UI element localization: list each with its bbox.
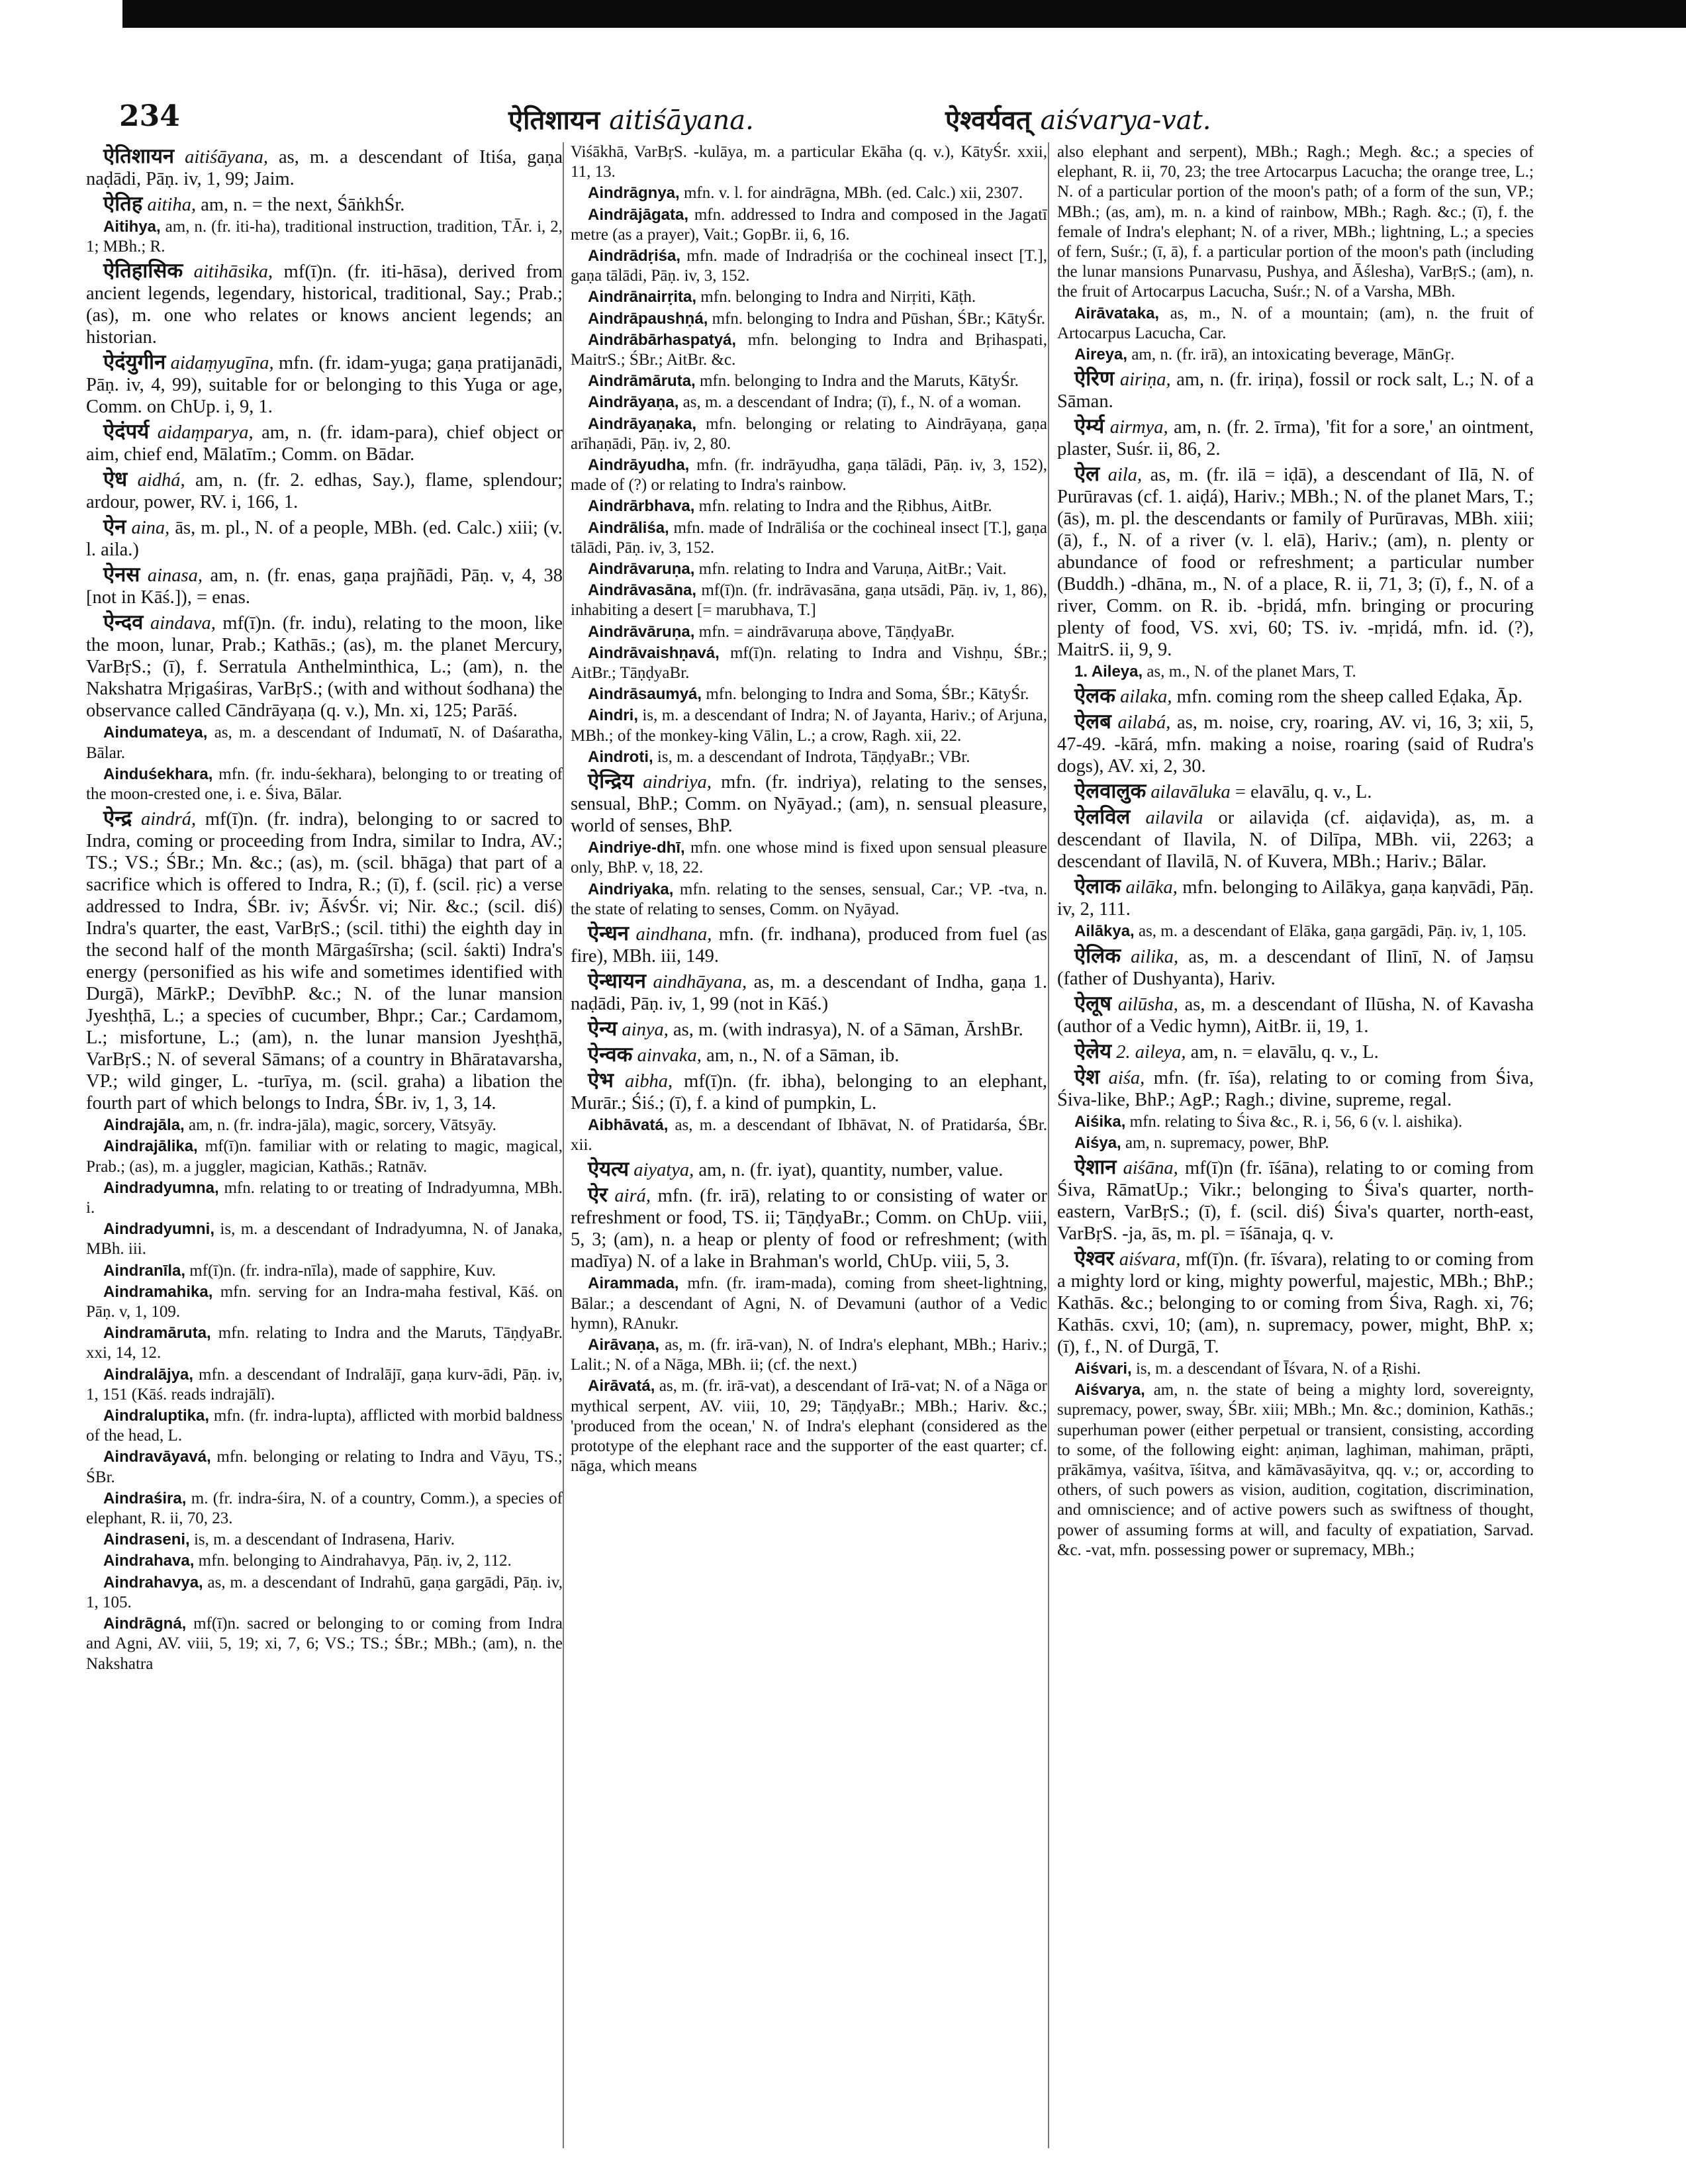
headword-transliteration: airmya,: [1109, 417, 1168, 438]
dictionary-entry: [571, 1184, 1047, 1272]
headword: Aindrāmāruta,: [588, 372, 696, 391]
dictionary-entry: [571, 706, 1047, 745]
entry-definition: as, m. a descendant of Ilūsha, N. of Kavasha (author of a Vedic hymn), AitBr. ii, 19, 1.: [1057, 994, 1534, 1037]
dictionary-entry: [571, 622, 1047, 642]
headword: Aindradyumni,: [103, 1220, 215, 1239]
headword-devanagari: ऐन्द्र: [103, 806, 132, 830]
dictionary-entry: [86, 351, 563, 418]
entry-definition: m. (fr. indra-śira, N. of a country, Comm.), a species of elephant, R. ii, 70, 23.: [86, 1489, 563, 1528]
entry-definition: as, m. (with indrasya), N. of a Sāman, ĀrshBr.: [673, 1019, 1023, 1040]
dictionary-entry: [1057, 1156, 1534, 1245]
headword: Aindrāpaushṇá,: [588, 309, 708, 328]
column-1: [86, 142, 563, 2148]
left-running-head: [508, 101, 754, 137]
headword-transliteration: ailika,: [1131, 946, 1179, 967]
entry-definition: mfn. belonging to Indra and the Maruts, KātyŚr.: [699, 372, 1019, 391]
dictionary-entry: [86, 1447, 563, 1487]
entry-definition: mfn. (fr. indriya), relating to the senses, sensual, BhP.; Comm. on Nyāyad.; (am), n. sensual pleasure, world of senses, BhP.: [571, 772, 1047, 837]
entry-definition: is, m. a descendant of Indrota, TāṇḍyaBr.; VBr.: [657, 747, 970, 766]
dictionary-entry: [1057, 806, 1534, 873]
headword-transliteration: aindhana,: [635, 924, 712, 945]
headword-devanagari: ऐलक: [1074, 684, 1115, 708]
dictionary-entry: [1057, 1112, 1534, 1132]
entry-definition: mfn. one whose mind is fixed upon sensual pleasure only, BhP. v, 18, 22.: [571, 839, 1047, 877]
headword: Aindrārbhava,: [588, 497, 695, 516]
entry-definition: as, m. a descendant of Indra; (ī), f., N. of a woman.: [682, 393, 1021, 412]
entry-definition: am, n. = elavālu, q. v., L.: [1190, 1041, 1379, 1063]
dictionary-entry: [571, 1116, 1047, 1155]
headword: Aindrajālika,: [103, 1137, 198, 1156]
dictionary-entry: [1057, 345, 1534, 365]
headword-transliteration: ailavāluka: [1150, 782, 1231, 803]
headword-transliteration: aindhāyana,: [653, 971, 747, 992]
entry-definition: mfn. belonging to Indra and Pūshan, ŚBr.; KātyŚr.: [712, 309, 1046, 328]
headword-devanagari: ऐदंपर्य: [103, 420, 150, 444]
headword: Aindramahika,: [103, 1282, 213, 1301]
dictionary-entry: [1057, 992, 1534, 1037]
entry-definition: mfn. serving for an Indra-maha festival, Kāś. on Pāṇ. v, 1, 109.: [86, 1282, 563, 1321]
entry-definition: mfn. (fr. irā), relating to or consisting of water or refreshment or food, TS. ii; TāṇḍyaBr.; Comm. on ChUp. viii, 5, 3; (am), n. a heap or plenty of food or refreshment; (with madīya) N. of a lake in Brahman's world, ChUp. viii, 5, 3.: [571, 1186, 1047, 1272]
dictionary-entry: [86, 723, 563, 763]
dictionary-entry: [571, 838, 1047, 878]
headword-transliteration: aiśvara,: [1119, 1249, 1181, 1270]
headword: Airammada,: [588, 1274, 679, 1293]
headword-devanagari: ऐन्वक: [588, 1042, 633, 1066]
entry-definition: mfn. made of Indrāliśa or the cochineal insect [T.], gaṇa tālādi, Pāṇ. iv, 3, 152.: [571, 518, 1047, 557]
entry-definition: mfn. relating to Indra and the Maruts, TāṇḍyaBr. xxi, 14, 12.: [86, 1324, 563, 1362]
entry-definition: mfn. (fr. indra-lupta), afflicted with morbid baldness of the head, L.: [86, 1407, 563, 1445]
entry-definition: am, n. (fr. iti-ha), traditional instruction, tradition, TĀr. i, 2, 1; MBh.; R.: [86, 218, 563, 256]
column-divider-1: [563, 142, 564, 2148]
headword-devanagari: ऐन: [103, 515, 126, 539]
entry-definition: mf(ī)n. (fr. indrāvasāna, gaṇa utsādi, Pāṇ. iv, 1, 86), inhabiting a desert [= marubhava, T.]: [571, 581, 1047, 620]
headword-devanagari: ऐतिह: [103, 192, 143, 215]
dictionary-entry: [86, 1530, 563, 1550]
dictionary-entry: [571, 581, 1047, 620]
dictionary-entry: [86, 1489, 563, 1529]
headword-devanagari: ऐयत्य: [588, 1157, 630, 1181]
entry-definition: am, n. (fr. irā), an intoxicating beverage, MānGṛ.: [1131, 346, 1455, 364]
entry-definition: = elavālu, q. v., L.: [1235, 782, 1372, 803]
headword: Aindriye-dhī,: [588, 839, 685, 857]
headword: Aindrāyaṇa,: [588, 393, 679, 412]
entry-definition: as, m., N. of a mountain; (am), n. the fruit of Artocarpus Lacucha, Car.: [1057, 304, 1534, 342]
headword-transliteration: aitihāsika,: [193, 261, 273, 283]
headword-devanagari: ऐन्य: [588, 1016, 618, 1040]
headword-transliteration: aitiha,: [147, 195, 197, 215]
headword-transliteration: aitiśāyana,: [185, 147, 268, 167]
headword-transliteration: aindava,: [150, 613, 216, 634]
headword-devanagari: ऐलिक: [1074, 943, 1121, 967]
entry-definition: mfn. (fr. indu-śekhara), belonging to or treating of the moon-crested one, i. e. Śiva, Bālar.: [86, 765, 563, 804]
dictionary-entry: [571, 1018, 1047, 1041]
entry-definition: mfn. belonging to Aindrahavya, Pāṇ. iv, 2, 112.: [198, 1552, 512, 1570]
headword: Aindrānairṛita,: [588, 288, 697, 307]
entry-definition: mfn. belonging or relating to Indra and Vāyu, TS.; ŚBr.: [86, 1448, 563, 1486]
left-running-head-roman: aitiśāyana.: [609, 105, 754, 136]
dictionary-entry: [1057, 367, 1534, 412]
headword-transliteration: ailaka,: [1120, 687, 1172, 708]
headword-transliteration: ailāka,: [1125, 877, 1178, 898]
dictionary-entry: [571, 770, 1047, 837]
entry-definition: mfn. relating to Śiva &c., R. i, 56, 6 (v. l. aishika).: [1129, 1112, 1463, 1131]
dictionary-entry: [1057, 1066, 1534, 1111]
headword-devanagari: ऐलवालुक: [1074, 779, 1147, 803]
dictionary-entry: [571, 414, 1047, 454]
dictionary-entry: [1057, 415, 1534, 460]
headword-devanagari: ऐरिण: [1074, 367, 1115, 391]
dictionary-entry: [1057, 685, 1534, 708]
entry-definition: as, m. (fr. irā-vat), a descendant of Irā-vat; N. of a Nāga or mythical serpent, AV. viii, 10, 29; TāṇḍyaBr.; MBh.; Hariv. &c.; 'produced from the ocean,' N. of Indra's elephant (considered as the prototype of the elephant race and the supporter of the east quarter; cf. nāga, which means: [571, 1377, 1047, 1476]
dictionary-entry: [86, 1614, 563, 1674]
entry-definition: mfn. a descendant of Indralājī, gaṇa kurv-ādi, Pāṇ. iv, 1, 151 (Kāś. reads indrajālī).: [86, 1365, 563, 1403]
entry-definition: mf(ī)n. (fr. iti-hāsa), derived from ancient legends, legendary, historical, traditional, Say.; Prab.; (as), m. one who relates or knows ancient legends; an historian.: [86, 261, 563, 348]
headword-transliteration: aindrá,: [140, 809, 197, 830]
headword: Aiśvari,: [1074, 1360, 1132, 1378]
headword: Aindrahava,: [103, 1552, 195, 1570]
entry-definition: mf(ī)n. (fr. īśvara), relating to or coming from a mighty lord or king, mighty powerful, majestic, MBh.; BhP.; Kathās. &c.; belonging to or coming from Śiva, Ragh. xi, 76; Kathās. cxvi, 10; (am), n. supremacy, power, might, BhP. x; (ī), f., N. of Durgā, T.: [1057, 1249, 1534, 1358]
entry-definition: mfn. relating to the senses, sensual, Car.; VP. -tva, n. the state of relating to senses, Comm. on Nyāyad.: [571, 880, 1047, 918]
dictionary-entry: [1057, 463, 1534, 661]
entry-definition: as, m. a descendant of Ibhāvat, N. of Pratidarśa, ŚBr. xii.: [571, 1116, 1047, 1155]
headword: Aindumateya,: [103, 724, 208, 742]
entry-definition: is, m. a descendant of Indrasena, Hariv.: [193, 1531, 455, 1549]
headword: Ainduśekhara,: [103, 765, 213, 783]
headword-devanagari: ऐर्म्य: [1074, 414, 1105, 438]
headword: Aindraluptika,: [103, 1407, 210, 1425]
entry-definition: as, m. noise, cry, roaring, AV. vi, 16, 3; xii, 5, 47-49. -kārá, mfn. making a noise, roaring (said of Rudra's dogs), AV. xi, 2, 30.: [1057, 712, 1534, 777]
dictionary-entry: [571, 205, 1047, 245]
headword-transliteration: aiśa,: [1108, 1067, 1145, 1088]
dictionary-entry: [86, 611, 563, 722]
headword-transliteration: ailūsha,: [1117, 994, 1178, 1015]
dictionary-entry: [86, 145, 563, 190]
entry-definition: or ailaviḍa (cf. aiḍaviḍa), as, m. a descendant of Ilavila, N. of Dilīpa, MBh. vii, 2263; a descendant of Ilavilā, N. of Kuvera, MBh.; Hariv.; Bālar.: [1057, 808, 1534, 873]
dictionary-entry: [86, 1116, 563, 1135]
left-running-head-devanagari: ऐतिशायन: [508, 105, 600, 136]
headword: Aindrāvaishṇavá,: [588, 643, 720, 662]
dictionary-entry: [86, 563, 563, 608]
entry-definition: mf(ī)n. sacred or belonging to or coming from Indra and Agni, AV. viii, 5, 19; xi, 7, 6; VS.; TS.; ŚBr.; MBh.; (am), n. the Nakshatra: [86, 1615, 563, 1673]
dictionary-entry: [571, 497, 1047, 516]
headword: Airāvaṇa,: [588, 1335, 660, 1354]
dictionary-entry: [571, 142, 1047, 182]
right-running-head-roman: aiśvarya-vat.: [1040, 105, 1211, 136]
headword-devanagari: ऐलविल: [1074, 805, 1131, 829]
dictionary-entry: [86, 807, 563, 1114]
headword: Aindrajāla,: [103, 1116, 185, 1135]
dictionary-entry: [86, 420, 563, 465]
headword-transliteration: 2. aileya,: [1116, 1041, 1186, 1063]
dictionary-entry: [571, 1069, 1047, 1114]
dictionary-entry: [86, 1282, 563, 1322]
headword: Aindrādṛiśa,: [588, 247, 681, 265]
entry-definition: mfn. (fr. īśa), relating to or coming from Śiva, Śiva-like, BhP.; AgP.; Ragh.; divine, supreme, regal.: [1057, 1067, 1534, 1110]
entry-definition: mfn. belonging to Indra and Nirṛiti, Kāṭh.: [700, 288, 976, 307]
column-3: [1057, 142, 1534, 2148]
dictionary-entry: [86, 1219, 563, 1259]
dictionary-entry: [571, 246, 1047, 286]
entry-definition: am, n. (fr. enas, gaṇa prajñādi, Pāṇ. v, 4, 38 [not in Kāś.]), = enas.: [86, 565, 563, 608]
headword-transliteration: aila,: [1107, 465, 1143, 486]
dictionary-entry: [571, 1335, 1047, 1375]
entry-definition: is, m. a descendant of Īśvara, N. of a Ṛishi.: [1135, 1360, 1421, 1378]
entry-definition: is, m. a descendant of Indra; N. of Jayanta, Hariv.; of Arjuna, MBh.; of the monkey-king Vālin, L.; a crow, Ragh. xii, 22.: [571, 706, 1047, 745]
headword-transliteration: ailavila: [1145, 808, 1203, 829]
dictionary-entry: [571, 1376, 1047, 1476]
headword-devanagari: ऐल: [1074, 462, 1100, 486]
dictionary-entry: [571, 330, 1047, 370]
headword: Aindrāvasāna,: [588, 581, 697, 600]
dictionary-entry: [86, 193, 563, 216]
headword: Aindrāsaumyá,: [588, 685, 702, 704]
headword-devanagari: ऐर: [588, 1183, 608, 1207]
headword: Aindrāyaṇaka,: [588, 414, 697, 433]
headword-devanagari: ऐतिहासिक: [103, 259, 183, 283]
headword-devanagari: ऐशान: [1074, 1155, 1117, 1179]
entry-definition: am, n. the state of being a mighty lord, sovereignty, supremacy, power, sway, ŚBr. xiii; MBh.; Mn. &c.; dominion, Kathās.; superhuman power (either perpetual or transient, consisting, according to some, of the following eight: aṇiman, laghiman, mahiman, prāpti, prākāmya, vaśitva, īśitva, and kāmāvasāyitva, qq. v.; or, according to others, of such powers as vision, audition, cogitation, discrimination, and omniscience; and of active powers such as swiftness of thought, power of assuming forms at will, and faculty of expatiation, Sarvad. &c. -vat, mfn. possessing power or supremacy, MBh.;: [1057, 1381, 1534, 1559]
entry-definition: as, m. a descendant of Indha, gaṇa 1. naḍādi, Pāṇ. iv, 1, 99 (not in Kāś.): [571, 971, 1047, 1014]
headword: Airāvatá,: [588, 1377, 655, 1396]
entry-definition: am, n. (fr. 2. edhas, Say.), flame, splendour; ardour, power, RV. i, 166, 1.: [86, 470, 563, 513]
entry-definition: am, n. supremacy, power, BhP.: [1125, 1133, 1329, 1152]
page-header: [85, 99, 1660, 139]
dictionary-entry: [1057, 1247, 1534, 1358]
entry-definition: mf(ī)n. (fr. indra-nīla), made of sapphire, Kuv.: [189, 1261, 496, 1280]
headword: Aindrahavya,: [103, 1573, 203, 1591]
headword: Aindravāyavá,: [103, 1448, 211, 1466]
entry-definition: as, m. a descendant of Ilinī, N. of Jaṃsu (father of Dushyanta), Hariv.: [1057, 946, 1534, 989]
entry-definition: mfn. belonging to Ailākya, gaṇa kaṇvādi, Pāṇ. iv, 2, 111.: [1057, 877, 1534, 920]
entry-definition: as, m. (fr. irā-van), N. of Indra's elephant, MBh.; Hariv.; Lalit.; N. of a Nāga, MBh. ii; (cf. the next.): [571, 1335, 1047, 1374]
headword: Aireya,: [1074, 346, 1128, 364]
headword: Aindrāgná,: [103, 1615, 187, 1633]
entry-definition: Viśākhā, VarBṛS. -kulāya, m. a particular Ekāha (q. v.), KātyŚr. xxii, 11, 13.: [571, 143, 1047, 181]
headword-transliteration: ailabá,: [1117, 712, 1171, 734]
dictionary-entry: [571, 309, 1047, 329]
entry-definition: is, m. a descendant of Indradyumna, N. of Janaka, MBh. iii.: [86, 1220, 563, 1258]
entry-definition: mf(ī)n (fr. īśāna), relating to or coming from Śiva, RāmatUp.; Vikr.; belonging to Śiva's quarter, north-eastern, VarBṛS.; (ī), f. (scil. diś) Śiva's quarter, north-east, VarBṛS. -ja, ās, m. pl. = īśānaja, q. v.: [1057, 1158, 1534, 1245]
dictionary-entry: [571, 393, 1047, 412]
headword-devanagari: ऐन्धन: [588, 921, 629, 945]
headword-transliteration: airiṇa,: [1119, 369, 1171, 391]
entry-definition: mfn. v. l. for aindrāgna, MBh. (ed. Calc.) xii, 2307.: [683, 184, 1023, 203]
headword-transliteration: aina,: [131, 518, 170, 539]
dictionary-entry: [571, 1158, 1047, 1181]
headword-transliteration: aibha,: [625, 1070, 673, 1092]
headword-transliteration: ainya,: [622, 1019, 669, 1040]
dictionary-entry: [86, 1137, 563, 1176]
entry-definition: mfn. coming rom the sheep called Eḍaka, Āp.: [1176, 687, 1522, 708]
dictionary-entry: [571, 183, 1047, 203]
scan-edge-bar: [122, 0, 1686, 28]
column-divider-2: [1048, 142, 1049, 2148]
entry-definition: am, n. (fr. iriṇa), fossil or rock salt, L.; N. of a Sāman.: [1057, 369, 1534, 412]
headword-transliteration: ainasa,: [147, 565, 203, 587]
right-running-head: [945, 101, 1211, 137]
headword: Aindroti,: [588, 747, 653, 766]
entry-definition: as, m. a descendant of Indrahū, gaṇa gargādi, Pāṇ. iv, 1, 105.: [86, 1573, 563, 1611]
headword: Aindrābārhaspatyá,: [588, 330, 737, 349]
headword-devanagari: ऐन्द्रिय: [588, 769, 634, 793]
headword: Aindraśira,: [103, 1489, 187, 1507]
headword: Aindranīla,: [103, 1261, 186, 1280]
entry-definition: mfn. (fr. idam-yuga; gaṇa pratijanādi, Pāṇ. iv, 4, 99), suitable for or belonging to this Yuga or age, Comm. on ChUp. i, 9, 1.: [86, 353, 563, 418]
entry-definition: am, n. = the next, ŚāṅkhŚr.: [201, 195, 405, 215]
headword-devanagari: ऐन्धायन: [588, 969, 647, 992]
entry-definition: as, m. a descendant of Itiśa, gaṇa naḍādi, Pāṇ. iv, 1, 99; Jaim.: [86, 147, 563, 189]
entry-definition: mfn. relating to Indra and the Ṛibhus, AitBr.: [698, 497, 992, 516]
headword-devanagari: ऐश्वर: [1074, 1247, 1115, 1270]
dictionary-entry: [1057, 945, 1534, 990]
entry-definition: as, m. a descendant of Elāka, gaṇa gargādi, Pāṇ. iv, 1, 105.: [1138, 922, 1526, 941]
headword: Ailākya,: [1074, 922, 1135, 941]
dictionary-entry: [1057, 1380, 1534, 1560]
dictionary-entry: [86, 1406, 563, 1446]
headword: Aindriyaka,: [588, 880, 674, 898]
headword: Aiśvarya,: [1074, 1381, 1145, 1400]
entry-definition: mfn. belonging or relating to Aindrāyaṇa, gaṇa arīhaṇādi, Pāṇ. iv, 2, 80.: [571, 414, 1047, 453]
dictionary-entry: [1057, 142, 1534, 303]
entry-definition: as, m. (fr. ilā = iḍā), a descendant of Ilā, N. of Purūravas (cf. 1. aiḍá), Hariv.; MBh.; N. of the planet Mars, T.; (ās), m. pl. the descendants or family of Purūravas, MBh. xiii; (ā), f., N. of a river (v. l. elā), Hariv.; (am), n. plenty or abundance of food or refreshment; a particular number (Buddh.) -dhāna, m., N. of a place, R. ii, 71, 3; (ī), f., N. of a river, Comm. on R. ib. -bṛidá, mfn. bringing or procuring plenty of food, VS. xvi, 60; TS. iv. -mṛidá, mfn. id. (?), MaitrS. ii, 9, 9.: [1057, 465, 1534, 661]
dictionary-entry: [86, 1261, 563, 1281]
dictionary-entry: [1057, 304, 1534, 344]
headword-transliteration: aidhá,: [137, 470, 185, 491]
headword-devanagari: ऐन्दव: [103, 610, 144, 634]
headword-devanagari: ऐदंयुगीन: [103, 350, 166, 374]
dictionary-entry: [571, 287, 1047, 307]
dictionary-entry: [1057, 710, 1534, 777]
entry-definition: mfn. (fr. iram-mada), coming from sheet-lightning, Bālar.; a descendant of Agni, N. of Devamuni (author of a Vedic hymn), RAnukr.: [571, 1274, 1047, 1333]
dictionary-entry: [571, 1043, 1047, 1067]
entry-definition: mfn. belonging to Indra and Soma, ŚBr.; KātyŚr.: [706, 685, 1029, 704]
dictionary-entry: [86, 1551, 563, 1571]
dictionary-entry: [571, 880, 1047, 920]
dictionary-entry: [571, 747, 1047, 767]
entry-definition: mfn. made of Indradṛiśa or the cochineal insect [T.], gaṇa tālādi, Pāṇ. iv, 3, 152.: [571, 247, 1047, 285]
dictionary-entry: [1057, 922, 1534, 941]
headword: Aindraseni,: [103, 1531, 190, 1549]
headword-transliteration: aidaṃyugīna,: [170, 353, 274, 374]
entry-definition: am, n. (fr. indra-jāla), magic, sorcery, Vātsyāy.: [188, 1116, 496, 1135]
dictionary-entry: [571, 518, 1047, 558]
headword: Aindrāvāruṇa,: [588, 622, 695, 641]
entry-definition: mf(ī)n. (fr. indra), belonging to or sacred to Indra, coming or proceeding from Indra, similar to Indra, AV.; TS.; VS.; ŚBr.; Mn. &c.; (as), m. (scil. bhāga) that part of a sacrifice which is offered to Indra, R.; (ī), f. (scil. ṛic) a verse addressed to Indra, ŚBr. iv; ĀśvŚr. vi; Nir. &c.; (scil. diś) Indra's quarter, the east, VarBṛS.; (scil. tithi) the eighth day in the second half of the month Mārgaśīrsha; (scil. śakti) Indra's energy (personified as his wife and sometimes identified with Durgā), MārkP.; DevībhP. &c.; N. of the lunar mansion Jyeshṭhā, L.; a species of cucumber, Bhpr.; Car.; Cardamom, L.; misfortune, L.; (am), n. the lunar mansion Jyeshṭhā, VarBṛS.; N. of several Sāmans; of a country in Bhāratavarsha, VP.; wild ginger, L. -turīya, m. (scil. graha) a libation the fourth part of which belongs to Indra, ŚBr. iv, 1, 3, 14.: [86, 809, 563, 1114]
dictionary-entry: [1057, 662, 1534, 682]
entry-definition: mfn. = aindrāvaruṇa above, TāṇḍyaBr.: [698, 622, 955, 641]
headword: Aindralājya,: [103, 1365, 194, 1384]
dictionary-entry: [86, 217, 563, 257]
dictionary-entry: [571, 685, 1047, 704]
dictionary-entry: [571, 455, 1047, 495]
right-running-head-devanagari: ऐश्वर्यवत्: [945, 105, 1031, 136]
dictionary-entry: [1057, 1040, 1534, 1063]
entry-definition: am, n. (fr. 2. īrma), 'fit for a sore,' an ointment, plaster, Suśr. ii, 86, 2.: [1057, 417, 1534, 460]
entry-definition: mfn. (fr. indhana), produced from fuel (as fire), MBh. iii, 149.: [571, 924, 1047, 967]
dictionary-entry: [86, 1178, 563, 1218]
dictionary-entry: [571, 559, 1047, 579]
entry-definition: am, n., N. of a Sāman, ib.: [706, 1045, 900, 1066]
entry-definition: mfn. relating to Indra and Varuṇa, AitBr.; Vait.: [698, 560, 1007, 579]
headword-devanagari: ऐतिशायन: [103, 144, 175, 167]
headword: Aindrāyudha,: [588, 456, 690, 475]
headword: Aiśika,: [1074, 1112, 1126, 1131]
entry-definition: also elephant and serpent), MBh.; Ragh.; Megh. &c.; a species of elephant, R. ii, 70, 23; the tree Artocarpus Lacucha; the orange tree, L.; N. of a particular portion of the moon's path; of a form of the sun, VP.; MBh.; (as, am), m. n. a kind of rainbow, MBh.; Ragh. &c.; (ī), f. the female of Indra's elephant; N. of a river, MBh.; lightning, L.; a species of fern, Suśr.; (ī, ā), f. a particular portion of the moon's path (including the lunar mansions Punarvasu, Pushya, and Āślesha), VarBṛS.; (am), n. the fruit of Artocarpus Lacucha, Suśr.; N. of a Varsha, MBh.: [1057, 143, 1534, 301]
dictionary-entry: [571, 643, 1047, 683]
headword: Airāvataka,: [1074, 304, 1160, 322]
entry-definition: as, m. a descendant of Indumatī, N. of Daśaratha, Bālar.: [86, 724, 563, 762]
dictionary-entry: [86, 468, 563, 513]
dictionary-entry: [86, 1573, 563, 1613]
headword-devanagari: ऐभ: [588, 1068, 614, 1092]
entry-definition: mfn. (fr. indrāyudha, gaṇa tālādi, Pāṇ. iv, 3, 152), made of (?) or relating to Indra's rainbow.: [571, 456, 1047, 495]
headword: Aindri,: [588, 706, 638, 725]
headword-devanagari: ऐनस: [103, 563, 140, 587]
headword: Aindrājāgata,: [588, 205, 689, 224]
page-number: 234: [119, 99, 180, 133]
dictionary-entry: [86, 260, 563, 348]
headword: Aitihya,: [103, 218, 161, 236]
entry-definition: am, n. (fr. iyat), quantity, number, value.: [698, 1160, 1004, 1181]
entry-definition: as, m., N. of the planet Mars, T.: [1147, 663, 1356, 681]
entry-definition: mfn. belonging to Indra and Bṛihaspati, MaitrS.; ŚBr.; AitBr. &c.: [571, 330, 1047, 369]
headword: Aindramāruta,: [103, 1324, 211, 1343]
dictionary-entry: [86, 516, 563, 561]
headword-devanagari: ऐलूष: [1074, 991, 1112, 1015]
entry-definition: mf(ī)n. relating to Indra and Vishṇu, ŚBr.; AitBr.; TāṇḍyaBr.: [571, 643, 1047, 683]
column-2: [571, 142, 1047, 2148]
dictionary-entry: [571, 970, 1047, 1015]
entry-definition: mfn. relating to or treating of Indradyumna, MBh. i.: [86, 1178, 563, 1217]
headword: Aindrāgnya,: [588, 184, 680, 203]
headword-devanagari: ऐलाक: [1074, 875, 1121, 898]
headword: Aindradyumna,: [103, 1178, 219, 1197]
headword: Aiśya,: [1074, 1133, 1121, 1152]
headword-transliteration: ainvaka,: [637, 1045, 702, 1066]
headword-devanagari: ऐध: [103, 467, 128, 491]
dictionary-entry: [86, 1323, 563, 1363]
headword-transliteration: aiśāna,: [1123, 1158, 1178, 1179]
dictionary-entry: [1057, 1133, 1534, 1153]
dictionary-entry: [571, 922, 1047, 967]
headword: Aindrāvaruṇa,: [588, 560, 695, 579]
headword: 1. Aileya,: [1074, 663, 1143, 681]
headword-devanagari: ऐश: [1074, 1065, 1100, 1088]
headword-devanagari: ऐलेय: [1074, 1039, 1112, 1063]
dictionary-entry: [1057, 1359, 1534, 1379]
dictionary-entry: [86, 1365, 563, 1405]
headword-transliteration: aindriya,: [643, 772, 712, 793]
entry-definition: mfn. addressed to Indra and composed in the Jagatī metre (as a prayer), Vait.; GopBr. ii, 6, 16.: [571, 205, 1047, 244]
entry-definition: am, n. (fr. idam-para), chief object or aim, chief end, Mālatīm.; Comm. on Bādar.: [86, 422, 563, 465]
dictionary-entry: [571, 1274, 1047, 1334]
headword: Aindrāliśa,: [588, 518, 669, 537]
entry-definition: mf(ī)n. (fr. ibha), belonging to an elephant, Murār.; Śiś.; (ī), f. a kind of pumpkin, L.: [571, 1070, 1047, 1114]
entry-definition: ās, m. pl., N. of a people, MBh. (ed. Calc.) xiii; (v. l. aila.): [86, 518, 563, 561]
entry-definition: mf(ī)n. (fr. indu), relating to the moon, like the moon, lunar, Prab.; Kathās.; (as), m. the planet Mercury, VarBṛS.; (ī), f. Serratula Anthelminthica, L.; (am), n. the Nakshatra Mṛigaśiras, VarBṛS.; (with and without śodhana) the observance called Cāndrāyaṇa (q. v.), Mn. xi, 125; Parāś.: [86, 613, 563, 722]
headword-transliteration: airá,: [614, 1186, 651, 1207]
dictionary-entry: [1057, 875, 1534, 920]
headword-transliteration: aiyatya,: [633, 1160, 694, 1181]
dictionary-entry: [571, 371, 1047, 391]
dictionary-entry: [86, 765, 563, 804]
dictionary-entry: [1057, 780, 1534, 803]
entry-definition: mf(ī)n. familiar with or relating to magic, magical, Prab.; (as), m. a juggler, magician, Kathās.; Ratnāv.: [86, 1137, 563, 1176]
headword-devanagari: ऐलब: [1074, 710, 1111, 734]
headword-transliteration: aidaṃparya,: [157, 422, 254, 444]
headword: Aibhāvatá,: [588, 1116, 669, 1134]
